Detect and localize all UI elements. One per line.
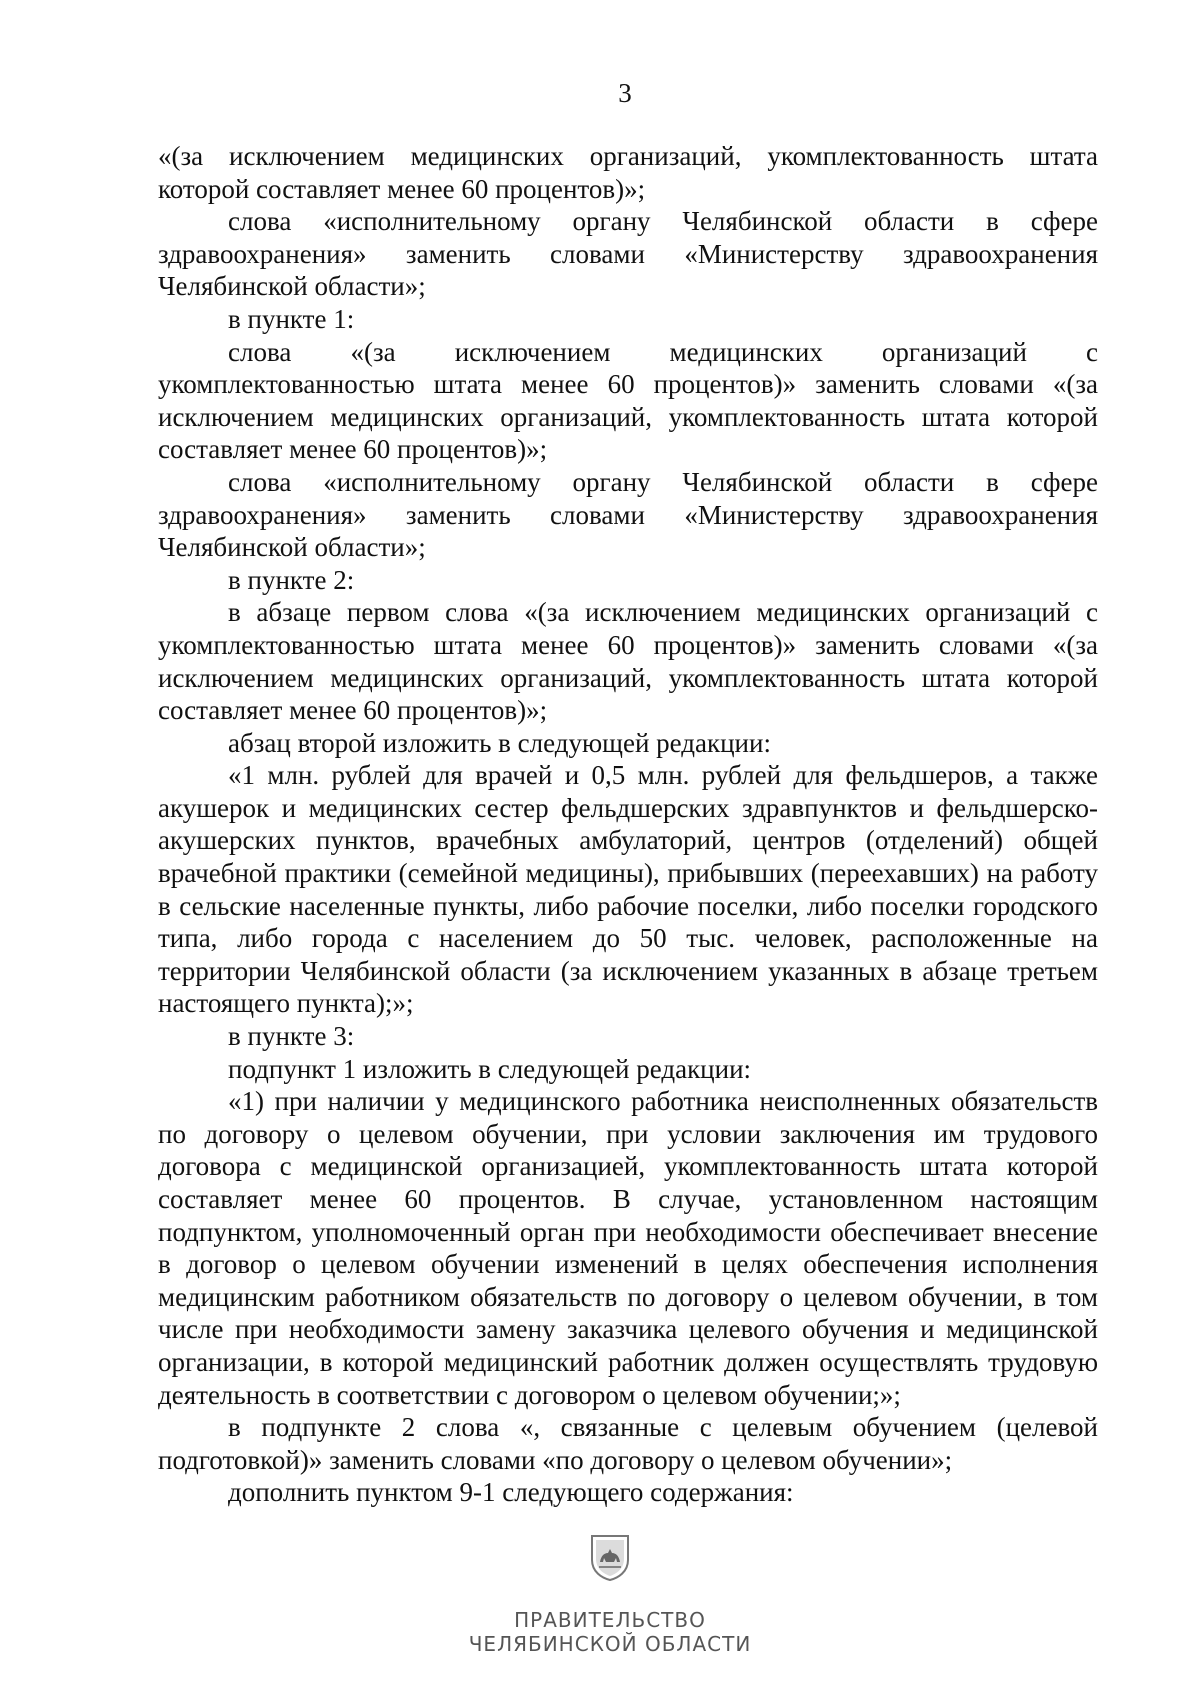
government-stamp — [460, 1532, 760, 1672]
paragraph: слова «исполнительному органу Челябинской области в сфере здравоохранения» заменить словами «Министерству здравоохранения Челябинской области»; — [158, 206, 1098, 302]
paragraph: в пункте 3: — [228, 1021, 355, 1052]
document-body — [158, 140, 1098, 1509]
paragraph: в подпункте 2 слова «, связанные с целевым обучением (целевой подготовкой)» заменить словами «по договору о целевом обучении»; — [158, 1412, 1098, 1475]
paragraph: в пункте 1: — [228, 303, 355, 334]
stamp-line-2: ЧЕЛЯБИНСКОЙ ОБЛАСТИ — [468, 1632, 752, 1656]
paragraph: «1 млн. рублей для врачей и 0,5 млн. рублей для фельдшеров, а также акушерок и медицинских сестер фельдшерских здравпунктов и фельдшерско-акушерских пунктов, врачебных амбулаторий, центров (отделений) общей врачебной практики (семейной медицины), прибывших (переехавших) на работу в сельские населенные пункты, либо рабочие поселки, либо поселки городского типа, либо города с населением до 50 тыс. человек, расположенные на территории Челябинской области (за исключением указанных в абзаце третьем настоящего пункта);»; — [158, 760, 1098, 1019]
paragraph: абзац второй изложить в следующей редакции: — [228, 727, 771, 758]
stamp-line-1: ПРАВИТЕЛЬСТВО — [514, 1608, 706, 1632]
page-number: 3 — [618, 78, 632, 108]
paragraph: слова «исполнительному органу Челябинской области в сфере здравоохранения» заменить словами «Министерству здравоохранения Челябинской области»; — [158, 466, 1098, 563]
paragraph: дополнить пунктом 9-1 следующего содержания: — [228, 1477, 794, 1508]
paragraph: слова «(за исключением медицинских организаций с укомплектованностью штата менее 60 процентов)» заменить словами «(за исключением медицинских организаций, укомплектованность штата которой составляет менее 60 процентов)»; — [158, 336, 1098, 465]
paragraph: подпункт 1 изложить в следующей редакции: — [228, 1053, 752, 1084]
regional-emblem-icon — [588, 1532, 632, 1582]
paragraph: в абзаце первом слова «(за исключением медицинских организаций с укомплектованностью штата менее 60 процентов)» заменить словами «(за исключением медицинских организаций, укомплектованность штата которой составляет менее 60 процентов)»; — [158, 597, 1098, 726]
paragraph: «(за исключением медицинских организаций, укомплектованность штата которой составляет менее 60 процентов)»; — [158, 141, 1098, 204]
paragraph: «1) при наличии у медицинского работника неисполненных обязательств по договору о целевом обучении, при условии заключения им трудового договора с медицинской организацией, укомплектованность штата которой составляет менее 60 процентов. В случае, установленном настоящим подпунктом, уполномоченный орган при необходимости обеспечивает внесение в договор о целевом обучении изменений в целях обеспечения исполнения медицинским работником обязательств по договору о целевом обучении, в том числе при необходимости замену заказчика целевого обучения и медицинской организации, в которой медицинский работник должен осуществлять трудовую деятельность в соответствии с договором о целевом обучении;»; — [158, 1086, 1098, 1410]
paragraph: в пункте 2: — [228, 564, 355, 595]
